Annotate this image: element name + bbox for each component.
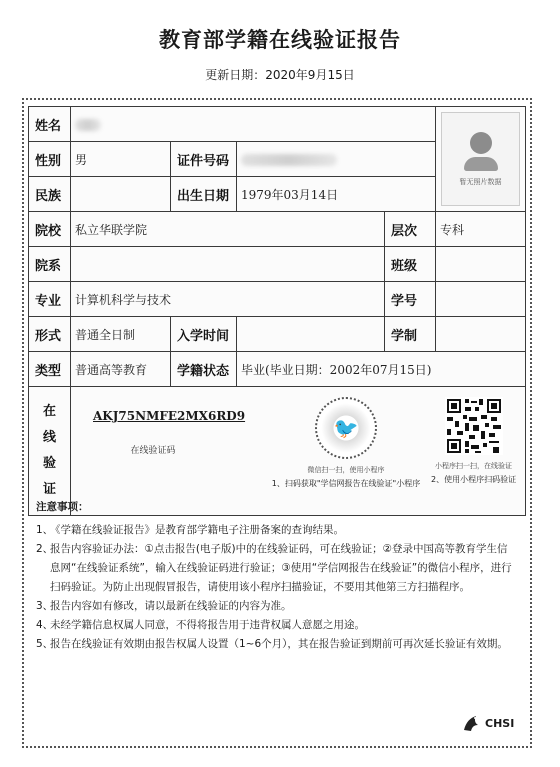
update-date: 更新日期：2020年9月15日	[205, 68, 355, 82]
verify-code-block	[93, 409, 246, 456]
type-label: 类型	[29, 352, 71, 387]
status-label: 学籍状态	[171, 352, 237, 387]
verify-code-label: 在线验证码	[130, 446, 176, 456]
class-value	[436, 247, 526, 282]
verify-label-char: 线	[42, 430, 56, 445]
note-text: 未经学籍信息权属人同意，不得将报告用于违背权属人意愿之用途。	[50, 619, 365, 631]
note-num: 2、	[36, 543, 54, 555]
note-item	[36, 597, 514, 616]
redacted-name	[75, 119, 101, 131]
verify-label-cell	[29, 387, 71, 516]
note-item	[36, 635, 514, 654]
note-text: 《学籍在线验证报告》是教育部学籍电子注册备案的查询结果。	[50, 524, 344, 536]
major-label: 专业	[29, 282, 71, 317]
gender-label: 性别	[29, 142, 71, 177]
major-value: 计算机科学与技术	[71, 282, 385, 317]
type-value: 普通高等教育	[71, 352, 171, 387]
level-label: 层次	[385, 212, 436, 247]
verify-label-char: 在	[42, 404, 56, 419]
name-label: 姓名	[29, 107, 71, 142]
enroll-label: 入学时间	[171, 317, 237, 352]
id-value	[237, 142, 436, 177]
verify-label-char: 证	[42, 482, 56, 497]
redacted-id	[241, 154, 337, 166]
note-text: 报告在线验证有效期由报告权属人设置（1~6个月），其在报告验证到期前可再次延长验证有效期。	[50, 638, 508, 650]
duration-label: 学制	[385, 317, 436, 352]
photo-placeholder	[441, 112, 520, 206]
status-value: 毕业(毕业日期：2002年07月15日)	[237, 352, 526, 387]
form-label: 形式	[29, 317, 71, 352]
gender-value: 男	[71, 142, 171, 177]
note-num: 5、	[36, 638, 54, 650]
chsi-logo-text: CHSI	[485, 716, 515, 730]
dept-value	[71, 247, 385, 282]
student-no-label: 学号	[385, 282, 436, 317]
verify-content-cell	[71, 387, 526, 516]
mini-program-hint: 微信扫一扫，使用小程序	[307, 466, 385, 474]
level-value: 专科	[436, 212, 526, 247]
qr-step: 2、使用小程序扫码验证	[431, 475, 517, 484]
verify-label-char: 验	[42, 456, 56, 471]
photo-cell	[436, 107, 526, 212]
ethnicity-value	[71, 177, 171, 212]
photo-caption: 暂无照片数据	[459, 177, 502, 186]
avatar-body-icon	[464, 157, 498, 171]
chsi-bird-icon	[460, 712, 482, 734]
note-num: 4、	[36, 619, 54, 631]
note-text: 报告内容验证办法：①点击报告(电子版)中的在线验证码，可在线验证；②登录中国高等教育学生信息网“在线验证系统”，输入在线验证码进行验证；③使用“学信网报告在线验证”的微信小程序，进行扫码验证。为防止出现假冒报告，请使用该小程序扫描验证，不要用其他第三方扫描程序。	[50, 543, 512, 593]
note-num: 3、	[36, 600, 54, 612]
note-item	[36, 521, 514, 540]
note-item	[36, 616, 514, 635]
ethnicity-label: 民族	[29, 177, 71, 212]
note-text: 报告内容如有修改，请以最新在线验证的内容为准。	[50, 600, 292, 612]
mini-program-code-icon[interactable]: 🐦	[315, 397, 377, 459]
name-value	[71, 107, 436, 142]
student-no-value	[436, 282, 526, 317]
birth-value: 1979年03月14日	[237, 177, 436, 212]
id-label: 证件号码	[171, 142, 237, 177]
qr-hint: 小程序扫一扫，在线验证	[435, 462, 512, 470]
duration-value	[436, 317, 526, 352]
report-title: 教育部学籍在线验证报告	[159, 28, 401, 52]
enroll-value	[237, 317, 385, 352]
qr-code-icon[interactable]	[445, 397, 503, 455]
dept-label: 院系	[29, 247, 71, 282]
form-value: 普通全日制	[71, 317, 171, 352]
mini-program-block	[271, 397, 421, 489]
notes-section	[36, 498, 514, 654]
mini-program-step: 1、扫码获取"学信网报告在线验证"小程序	[271, 479, 421, 488]
note-item	[36, 540, 514, 597]
birth-label: 出生日期	[171, 177, 237, 212]
school-value: 私立华联学院	[71, 212, 385, 247]
qr-block	[431, 397, 516, 485]
class-label: 班级	[385, 247, 436, 282]
avatar-head-icon	[470, 132, 492, 154]
note-num: 1、	[36, 524, 54, 536]
school-label: 院校	[29, 212, 71, 247]
student-info-table	[28, 106, 526, 516]
chsi-logo	[460, 712, 514, 734]
notes-heading: 注意事项：	[36, 501, 89, 513]
verify-code-link[interactable]: AKJ75NMFE2MX6RD9	[93, 409, 246, 423]
